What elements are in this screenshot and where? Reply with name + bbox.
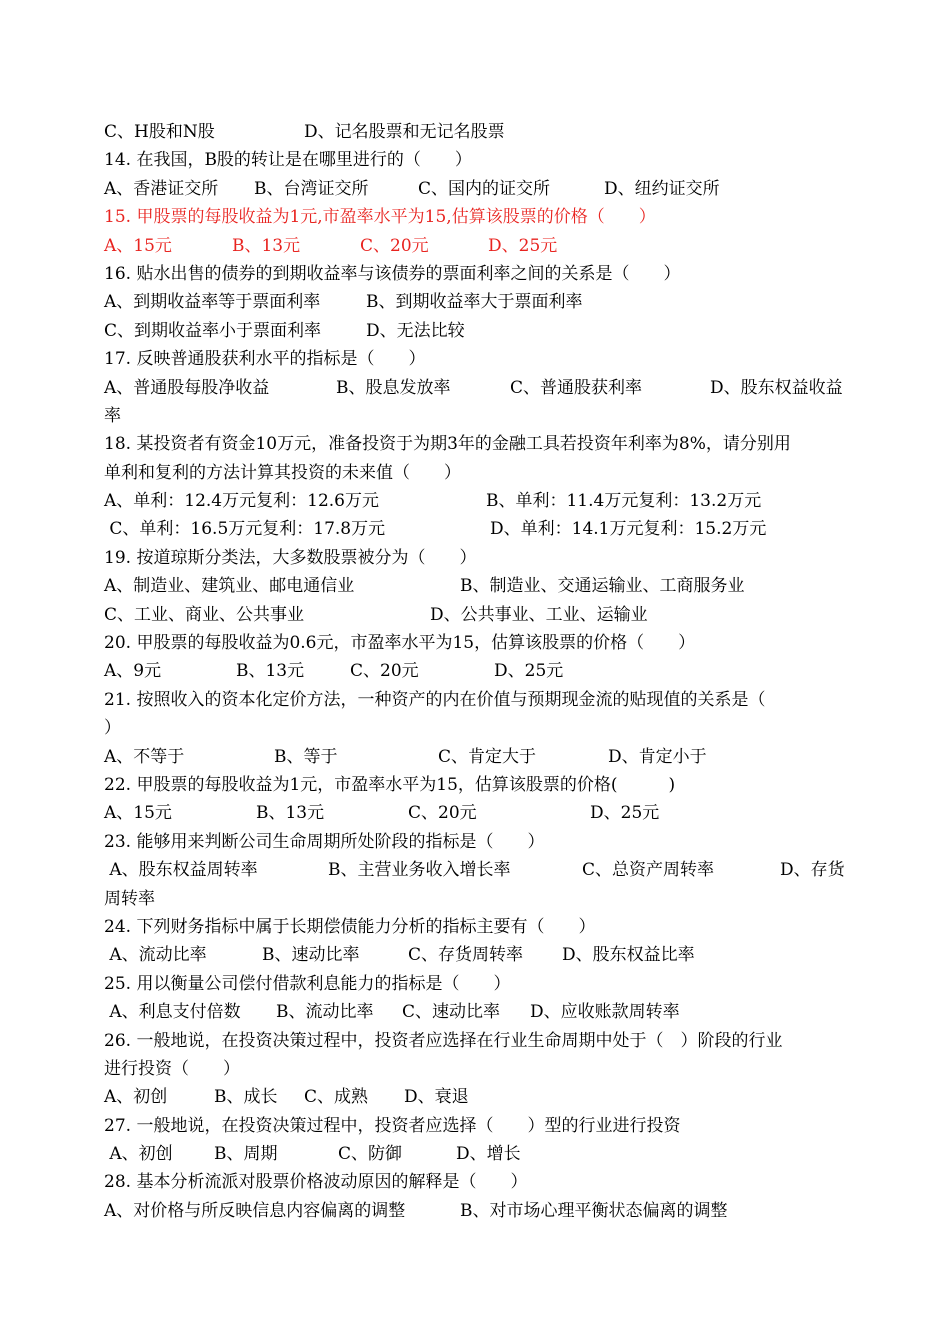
option-text: D、单利：14.1万元复利：15.2万元 (490, 519, 767, 540)
option-text: B、到期收益率大于票面利率 (366, 292, 583, 313)
text-line (104, 260, 854, 288)
line-text: 进行投资（ ） (104, 1058, 240, 1079)
text-line (104, 657, 854, 685)
text-line (104, 1112, 854, 1140)
option-text: B、流动比率 (276, 1002, 374, 1023)
option-text: C、国内的证交所 (418, 178, 551, 199)
text-line (104, 118, 854, 146)
text-line (104, 828, 854, 856)
option-text: B、单利：11.4万元复利：13.2万元 (486, 491, 762, 512)
option-text: D、记名股票和无记名股票 (304, 122, 505, 142)
option-text: C、成熟 (304, 1087, 369, 1108)
option-text: D、股东权益收益 (710, 377, 843, 398)
line-text: A、初创 (104, 1144, 173, 1165)
text-line (104, 317, 854, 345)
text-line (104, 941, 854, 969)
line-text: 17. 反映普通股获利水平的指标是（ ） (104, 349, 426, 370)
line-text: 25. 用以衡量公司偿付借款利息能力的指标是（ ） (104, 973, 511, 994)
line-text: C、工业、商业、公共事业 (104, 604, 305, 625)
line-text: 23. 能够用来判断公司生命周期所处阶段的指标是（ ） (104, 831, 545, 852)
line-text: A、香港证交所 (104, 178, 219, 199)
option-text: D、增长 (456, 1144, 521, 1165)
option-text: B、股息发放率 (336, 377, 451, 398)
line-text: A、单利：12.4万元复利：12.6万元 (104, 491, 379, 512)
text-line (104, 572, 854, 600)
option-text: D、无法比较 (366, 320, 465, 341)
question-list (104, 118, 854, 1225)
line-text: 14. 在我国，B股的转让是在哪里进行的（ ） (104, 150, 472, 171)
option-text: D、存货 (780, 860, 845, 881)
option-text: D、股东权益比率 (562, 945, 695, 966)
line-text: 20. 甲股票的每股收益为0.6元，市盈率水平为15，估算该股票的价格（ ） (104, 633, 696, 654)
option-text: D、25元 (488, 235, 558, 256)
line-text: 周转率 (104, 888, 155, 909)
line-text: A、流动比率 (104, 945, 207, 966)
text-line (104, 175, 854, 203)
text-line (104, 885, 854, 913)
line-text: A、9元 (104, 661, 162, 682)
text-line (104, 374, 854, 402)
option-text: D、纽约证交所 (604, 178, 720, 199)
option-text: B、制造业、交通运输业、工商服务业 (460, 576, 745, 597)
option-text: B、13元 (236, 661, 305, 682)
option-text: C、20元 (360, 235, 429, 256)
line-text: 28. 基本分析流派对股票价格波动原因的解释是（ ） (104, 1172, 528, 1193)
text-line (104, 970, 854, 998)
line-text: 22. 甲股票的每股收益为1元，市盈率水平为15，估算该股票的价格( ) (104, 774, 676, 795)
text-line (104, 1168, 854, 1196)
option-text: C、防御 (338, 1144, 403, 1165)
line-text: A、不等于 (104, 746, 185, 767)
line-text: A、对价格与所反映信息内容偏离的调整 (104, 1200, 406, 1221)
option-text: D、衰退 (404, 1087, 469, 1108)
option-text: D、应收账款周转率 (530, 1002, 680, 1023)
line-text: A、到期收益率等于票面利率 (104, 292, 321, 313)
line-text: 26. 一般地说，在投资决策过程中，投资者应选择在行业生命周期中处于（ ）阶段的行业 (104, 1030, 783, 1051)
text-line (104, 1197, 854, 1225)
line-text: 率 (104, 405, 121, 426)
option-text: D、公共事业、工业、运输业 (430, 604, 648, 625)
line-text: 15. 甲股票的每股收益为1元,市盈率水平为15,估算该股票的价格（ ） (104, 207, 656, 228)
option-text: B、主营业务收入增长率 (328, 860, 511, 881)
text-line (104, 232, 854, 260)
text-line (104, 856, 854, 884)
option-text: D、25元 (494, 661, 564, 682)
line-text: A、利息支付倍数 (104, 1002, 241, 1023)
text-line (104, 430, 854, 458)
text-line (104, 714, 854, 742)
option-text: B、等于 (274, 746, 338, 767)
line-text: C、单利：16.5万元复利：17.8万元 (104, 519, 386, 540)
option-text: B、对市场心理平衡状态偏离的调整 (460, 1200, 728, 1221)
line-text: A、制造业、建筑业、邮电通信业 (104, 576, 355, 597)
text-line (104, 288, 854, 316)
line-text: 18. 某投资者有资金10万元，准备投资于为期3年的金融工具若投资年利率为8%，请分别用 (104, 434, 791, 455)
text-line (104, 1140, 854, 1168)
text-line (104, 459, 854, 487)
line-text: 单利和复利的方法计算其投资的未来值（ ） (104, 462, 461, 483)
option-text: C、存货周转率 (408, 945, 524, 966)
option-text: C、20元 (350, 661, 419, 682)
option-text: B、周期 (214, 1144, 278, 1165)
line-text: C、到期收益率小于票面利率 (104, 320, 322, 341)
option-text: B、13元 (232, 235, 301, 256)
text-line (104, 743, 854, 771)
text-line (104, 1027, 854, 1055)
line-text: A、普通股每股净收益 (104, 377, 270, 398)
line-text: C、H股和N股 (104, 122, 215, 142)
option-text: D、25元 (590, 803, 660, 824)
option-text: C、20元 (408, 803, 477, 824)
text-line (104, 203, 854, 231)
option-text: C、总资产周转率 (582, 860, 715, 881)
option-text: D、肯定小于 (608, 746, 707, 767)
text-line (104, 146, 854, 174)
text-line (104, 913, 854, 941)
line-text: 24. 下列财务指标中属于长期偿债能力分析的指标主要有（ ） (104, 916, 596, 937)
option-text: B、台湾证交所 (254, 178, 369, 199)
line-text: A、股东权益周转率 (104, 860, 258, 881)
text-line (104, 515, 854, 543)
option-text: B、速动比率 (262, 945, 360, 966)
option-text: C、肯定大于 (438, 746, 537, 767)
text-line (104, 345, 854, 373)
text-line (104, 544, 854, 572)
line-text: ） (104, 718, 121, 739)
line-text: 21. 按照收入的资本化定价方法，一种资产的内在价值与预期现金流的贴现值的关系是（ (104, 689, 766, 710)
line-text: 19. 按道琼斯分类法，大多数股票被分为（ ） (104, 547, 477, 568)
option-text: B、13元 (256, 803, 325, 824)
line-text: A、15元 (104, 803, 172, 824)
line-text: 16. 贴水出售的债券的到期收益率与该债券的票面利率之间的关系是（ ） (104, 263, 681, 284)
line-text: 27. 一般地说，在投资决策过程中，投资者应选择（ ）型的行业进行投资 (104, 1115, 681, 1136)
option-text: B、成长 (214, 1087, 278, 1108)
text-line (104, 771, 854, 799)
option-text: C、速动比率 (402, 1002, 501, 1023)
text-line (104, 601, 854, 629)
line-text: A、15元 (104, 235, 172, 256)
line-text: A、初创 (104, 1087, 168, 1108)
text-line (104, 686, 854, 714)
text-line (104, 629, 854, 657)
text-line (104, 998, 854, 1026)
text-line (104, 799, 854, 827)
text-line (104, 402, 854, 430)
text-line (104, 1055, 854, 1083)
text-line (104, 1083, 854, 1111)
text-line (104, 487, 854, 515)
option-text: C、普通股获利率 (510, 377, 643, 398)
